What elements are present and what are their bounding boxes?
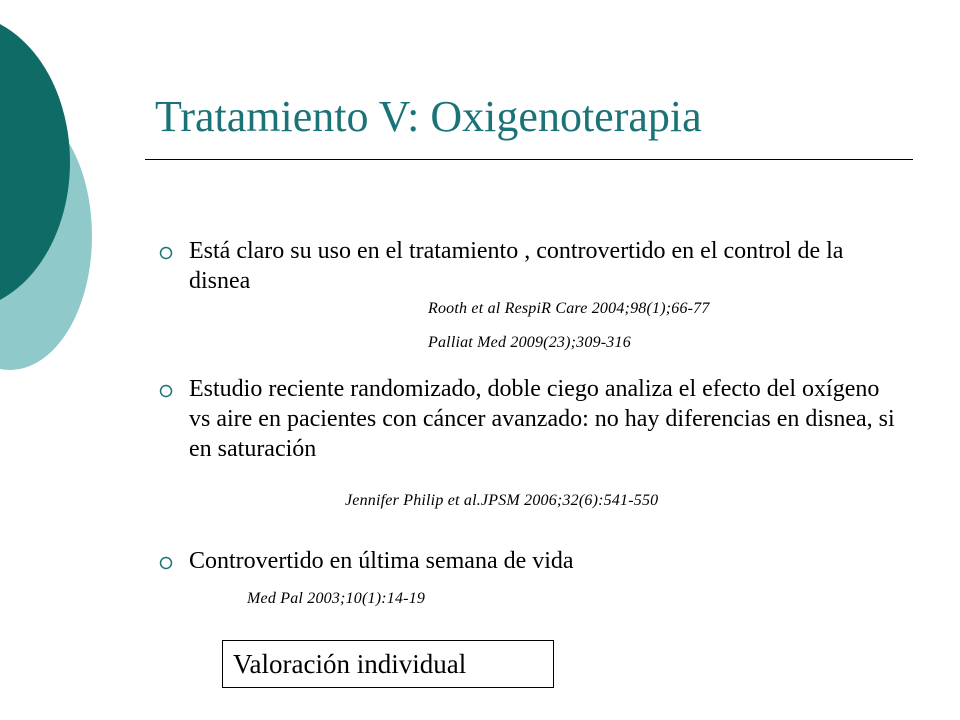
decorative-circles [0, 0, 100, 380]
hollow-circle-icon [158, 245, 174, 261]
title-divider [145, 159, 913, 160]
slide-title: Tratamiento V: Oxigenoterapia [155, 92, 702, 141]
reference-citation: Jennifer Philip et al.JPSM 2006;32(6):541-550 [345, 492, 659, 509]
bullet-text: Está claro su uso en el tratamiento , controvertido en el control de la disnea [189, 238, 844, 294]
hollow-circle-icon [158, 555, 174, 571]
bullet-item [158, 546, 898, 576]
bullet-text: Controvertido en última semana de vida [189, 548, 574, 574]
hollow-circle-icon [158, 383, 174, 399]
reference-citation: Rooth et al RespiR Care 2004;98(1);66-77 [428, 300, 710, 317]
bullet-item [158, 374, 898, 464]
bullet-text: Estudio reciente randomizado, doble ciego analiza el efecto del oxígeno vs aire en pacientes con cáncer avanzado: no hay diferencias en disnea, si en saturación [189, 376, 895, 462]
bullet-item [158, 236, 898, 296]
conclusion-box: Valoración individual [222, 640, 554, 688]
reference-citation: Med Pal 2003;10(1):14-19 [247, 590, 426, 607]
reference-citation: Palliat Med 2009(23);309-316 [428, 334, 631, 351]
